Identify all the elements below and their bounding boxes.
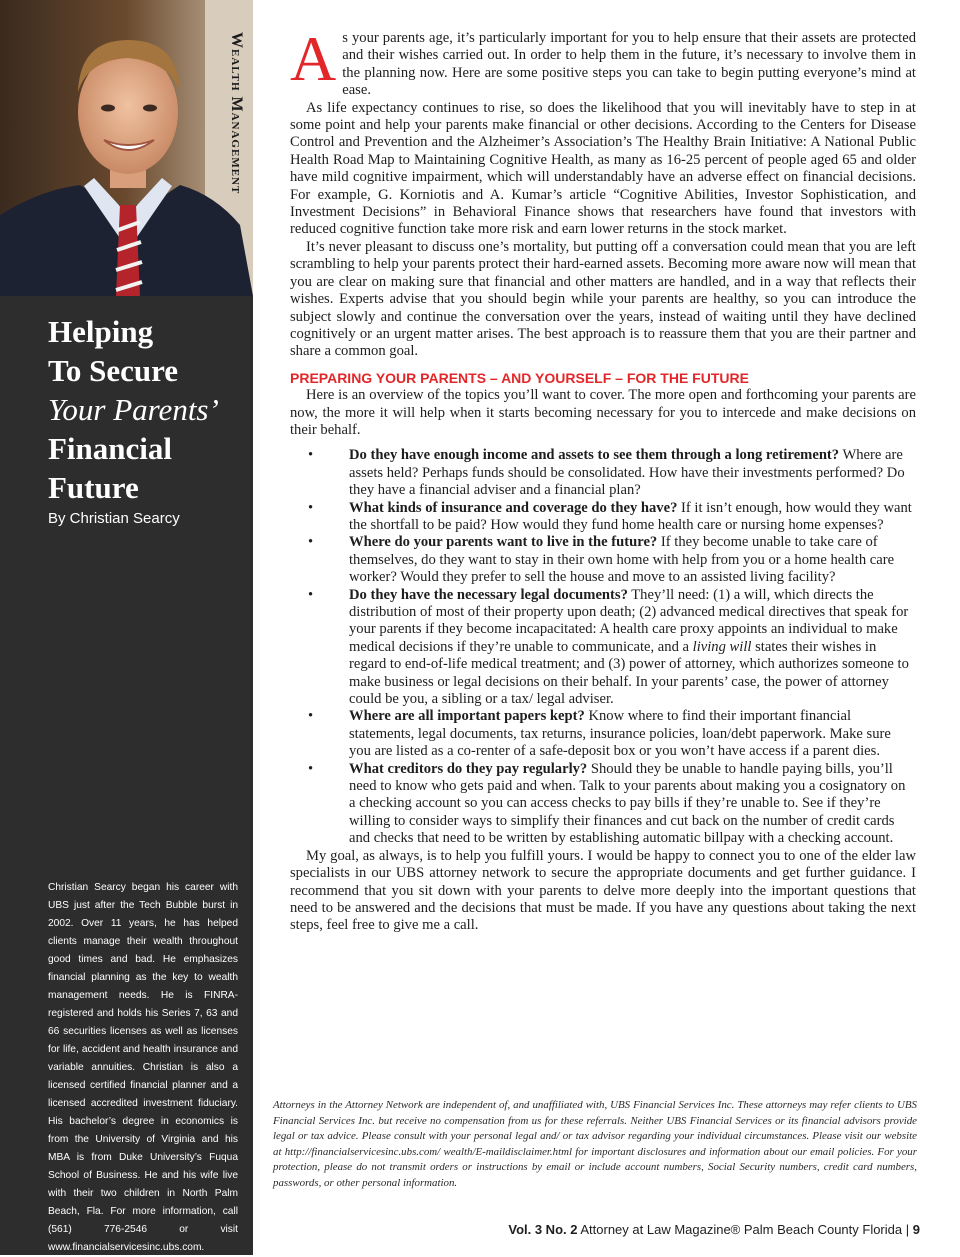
list-item: • What kinds of insurance and coverage do they have? If it isn’t enough, how would they want the shortfall to be paid? How would they fund home health care or nursing home expenses? (290, 500, 916, 535)
author-photo (0, 0, 253, 296)
closing-paragraph: My goal, as always, is to help you fulfill yours. I would be happy to connect you to one of the elder law specialists in our UBS attorney network to secure the appropriate documents and get further guidance. I recommend that you sit down with your parents to delve more deeply into the important questions that need to be answered and the decisions that must be made. If you have any questions about taking the next steps, feel free to give me a call. (290, 847, 916, 934)
publication-name: Attorney at Law Magazine® Palm Beach County Florida (580, 1222, 903, 1237)
section-subhead: PREPARING YOUR PARENTS – AND YOURSELF – FOR THE FUTURE (290, 369, 749, 386)
section-label: Wealth Management (228, 32, 245, 195)
body-paragraph: As life expectancy continues to rise, so does the likelihood that you will inevitably have to step in at some point and help your parents make financial or other decisions. According to the Centers for Disease Control and Prevention and the Alzheimer’s Association’s The Healthy Brain Initiative: A National Public Health Road Map to Maintaining Cognitive Health, as many as 16-25 percent of people aged 65 and older have mild cognitive impairment, which will understandably have an adverse effect on financial decisions. For example, G. Korniotis and A. Kumar’s article “Cognitive Abilities, Investor Sophistication, and Investment Decisions” in Behavioral Finance shows that researchers have found that investors with reduced cognitive function take more risk and earn lower returns in the stock market. (290, 99, 916, 238)
topic-list (290, 447, 916, 847)
article-headline (48, 312, 248, 507)
body-paragraph: It’s never pleasant to discuss one’s mortality, but putting off a conversation could mean that you are left scrambling to help your parents protect their hard-earned assets. Becoming more aware now will mean that you are clear on making sure that financial and other matters are handled, and in a way that reflects their wishes. Experts advise that you should begin while your parents are healthy, so you can introduce the subject slowly and continue the conversation over the years, instead of waiting until they have declined cognitively or an urgent matter arises. The best approach is to reassure them that you are their partner and share a common goal. (290, 238, 916, 360)
list-item: • What creditors do they pay regularly? Should they be unable to handle paying bills, you’ll need to know who gets paid and when. Talk to your parents about making you a cosignatory on a checking account so you can access checks to pay bills if they’re unable to. See if they’re willing to consider ways to simplify their finances and cut back on the number of credit cards and checks that need to be written by establishing automatic billpay with a checking account. (290, 761, 916, 848)
list-item: • Where do your parents want to live in the future? If they become unable to take care of themselves, do they want to stay in their own home with help from you or a home health care worker? Would they prefer to sell the house and move to an assisted living facility? (290, 534, 916, 586)
headline-line: Helping (48, 314, 154, 349)
disclaimer: Attorneys in the Attorney Network are independent of, and unaffiliated with, UBS Financial Services Inc. These attorneys may refer clients to UBS Financial Services Inc. but receive no compensation from us for these referrals. Neither UBS Financial Services or its financial advisors provide legal or tax advice. Please consult with your personal legal and/ or tax advisor regarding your individual circumstances. Please visit our website at http://financialservicesinc.ubs.com/ wealth/E-maildisclaimer.html for important disclosures and information about our email policies. For your protection, please do not transmit orders or instructions by email or include account numbers, Social Security numbers, credit card numbers, passwords, or other personal information. (273, 1099, 917, 1189)
footer-separator: | (905, 1222, 910, 1237)
body-paragraph: Here is an overview of the topics you’ll want to cover. The more open and forthcoming your parents are now, the more it will help when it starts becoming necessary for you to intercede and make decisions on their behalf. (290, 387, 916, 438)
byline: By Christian Searcy (48, 510, 180, 527)
headline-line: Your Parents’ (48, 392, 219, 427)
list-item: • Where are all important papers kept? Know where to find their important financial statements, legal documents, tax returns, insurance policies, loan/debt paperwork. Make sure you are listed as a co-renter of a safe-deposit box or you won’t have access if a parent dies. (290, 708, 916, 760)
sidebar-panel (0, 0, 253, 1255)
volume-number: Vol. 3 No. 2 (508, 1222, 578, 1237)
article-body (290, 23, 916, 935)
page-number: 9 (912, 1222, 920, 1237)
headline-line: Future (48, 470, 139, 505)
headline-line: Financial (48, 431, 173, 466)
author-bio: Christian Searcy began his career with UBS just after the Tech Bubble burst in 2002. Over 11 years, he has helped clients manage their wealth throughout good times and bad. He emphasizes financial planning as the key to wealth management needs. He is FINRA-registered and holds his Series 7, 63 and 66 securities licenses as well as licenses for life, accident and health insurance and variable annuities. Christian is also a licensed certified financial planner and a licensed accredited investment fiduciary. His bachelor’s degree in economics is from the University of Virginia and his MBA is from Duke University’s Fuqua School of Business. He and his wife live with their two children in North Palm Beach, Fla. For more information, call (561) 776-2546 or visit www.financialservicesinc.ubs.com. (48, 882, 238, 1253)
drop-cap: A (290, 23, 337, 94)
page-footer (508, 1222, 920, 1237)
headline-line: To Secure (48, 353, 179, 388)
list-item: • Do they have enough income and assets to see them through a long retirement? Where are assets held? Perhaps funds should be consolidated. How have their investments performed? Do they have a financial adviser and a financial plan? (290, 447, 916, 499)
intro-paragraph: As your parents age, it’s particularly important for you to help ensure that their assets are protected and their wishes carried out. In order to help them in the future, it’s necessary to involve them in the planning now. Here are some positive steps you can take to begin putting everyone’s mind at ease. (290, 23, 916, 99)
list-item: • Do they have the necessary legal documents? They’ll need: (1) a will, which directs the distribution of most of their property upon death; (2) advanced medical directives that speak for your parents if they become incapacitated: A health care proxy appoints an individual to make medical decisions if they’re unable to communicate, and a living will states their wishes in regard to end-of-life medical treatment; and (3) power of attorney, which authorizes someone to make business or legal decisions on their behalf. In your parents’ case, the power of attorney could be you, a sibling or a tax/ legal adviser. (290, 587, 916, 709)
